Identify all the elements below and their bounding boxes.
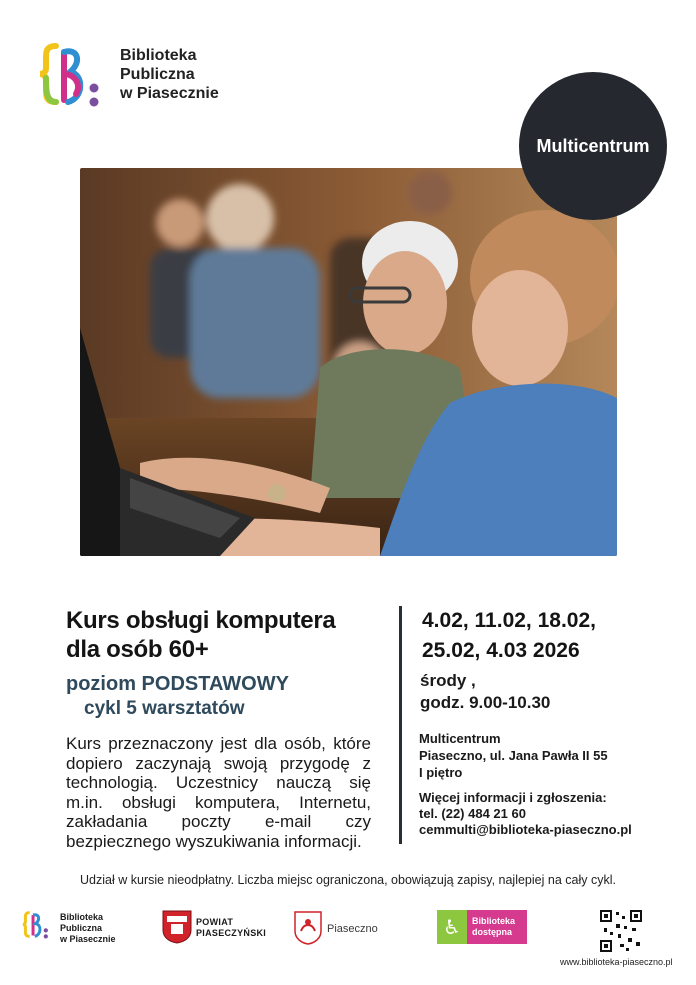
library-name-line1: Biblioteka [120, 47, 197, 64]
course-day: środy , [420, 671, 476, 690]
piaseczno-name: Piaseczno [327, 923, 378, 935]
location-floor: I piętro [419, 765, 463, 780]
library-name [120, 46, 219, 103]
multicentrum-badge: Multicentrum [519, 72, 667, 220]
participation-note: Udział w kursie nieodpłatny. Liczba miejsc ograniczona, obowiązują zapisy, najlepiej na cały cykl. [80, 873, 616, 887]
library-name-line2: Publiczna [120, 66, 195, 83]
course-location [419, 730, 608, 781]
course-title-line1: Kurs obsługi komputera [66, 607, 336, 634]
contact-heading: Więcej informacji i zgłoszenia: [419, 790, 607, 805]
course-level: poziom PODSTAWOWY [66, 673, 289, 695]
powiat-line1: POWIAT [196, 917, 234, 927]
course-title-line2: dla osób 60+ [66, 636, 209, 663]
footer-library-line2: Publiczna [60, 923, 103, 933]
accessibility-icon: ♿ [437, 910, 467, 944]
location-address: Piaseczno, ul. Jana Pawła II 55 [419, 748, 608, 763]
piaseczno-crest-icon [294, 911, 322, 945]
seniors-computer-photo [80, 168, 617, 556]
qr-code-icon [598, 908, 644, 954]
course-description: Kurs przeznaczony jest dla osób, które dopiero zaczynają swoją przygodę z technologią. Uczestnicy nauczą się m.in. obsługi komputera, Internetu, zakładania poczty e-mail czy bezpiecznego wyszukiwania informacji. [66, 734, 371, 851]
powiat-crest-icon [162, 910, 192, 944]
course-hours: godz. 9.00-10.30 [420, 693, 551, 712]
powiat-name [196, 917, 266, 939]
accessible-library-text [467, 910, 527, 944]
library-logo [38, 40, 118, 120]
course-time [420, 670, 550, 714]
contact-info [419, 790, 632, 838]
footer-library-line1: Biblioteka [60, 912, 104, 922]
bd-line2: dostępna [472, 927, 513, 937]
contact-phone: tel. (22) 484 21 60 [419, 806, 526, 821]
website-url: www.biblioteka-piaseczno.pl [560, 957, 673, 967]
footer-library-line3: w Piasecznie [60, 934, 116, 944]
footer-library-name [60, 912, 116, 945]
course-dates [422, 606, 596, 666]
dates-line1: 4.02, 11.02, 18.02, [422, 609, 596, 632]
location-name: Multicentrum [419, 731, 501, 746]
accessible-library-badge [437, 910, 527, 944]
vertical-divider [399, 606, 402, 844]
dates-line2: 25.02, 4.03 2026 [422, 639, 580, 662]
powiat-line2: PIASECZYŃSKI [196, 928, 267, 938]
course-cycle: cykl 5 warsztatów [84, 698, 245, 719]
library-name-line3: w Piasecznie [120, 85, 219, 102]
bd-line1: Biblioteka [472, 916, 516, 926]
contact-email: cemmulti@biblioteka-piaseczno.pl [419, 822, 632, 837]
course-title [66, 606, 335, 664]
footer-library-logo-icon [22, 910, 56, 944]
